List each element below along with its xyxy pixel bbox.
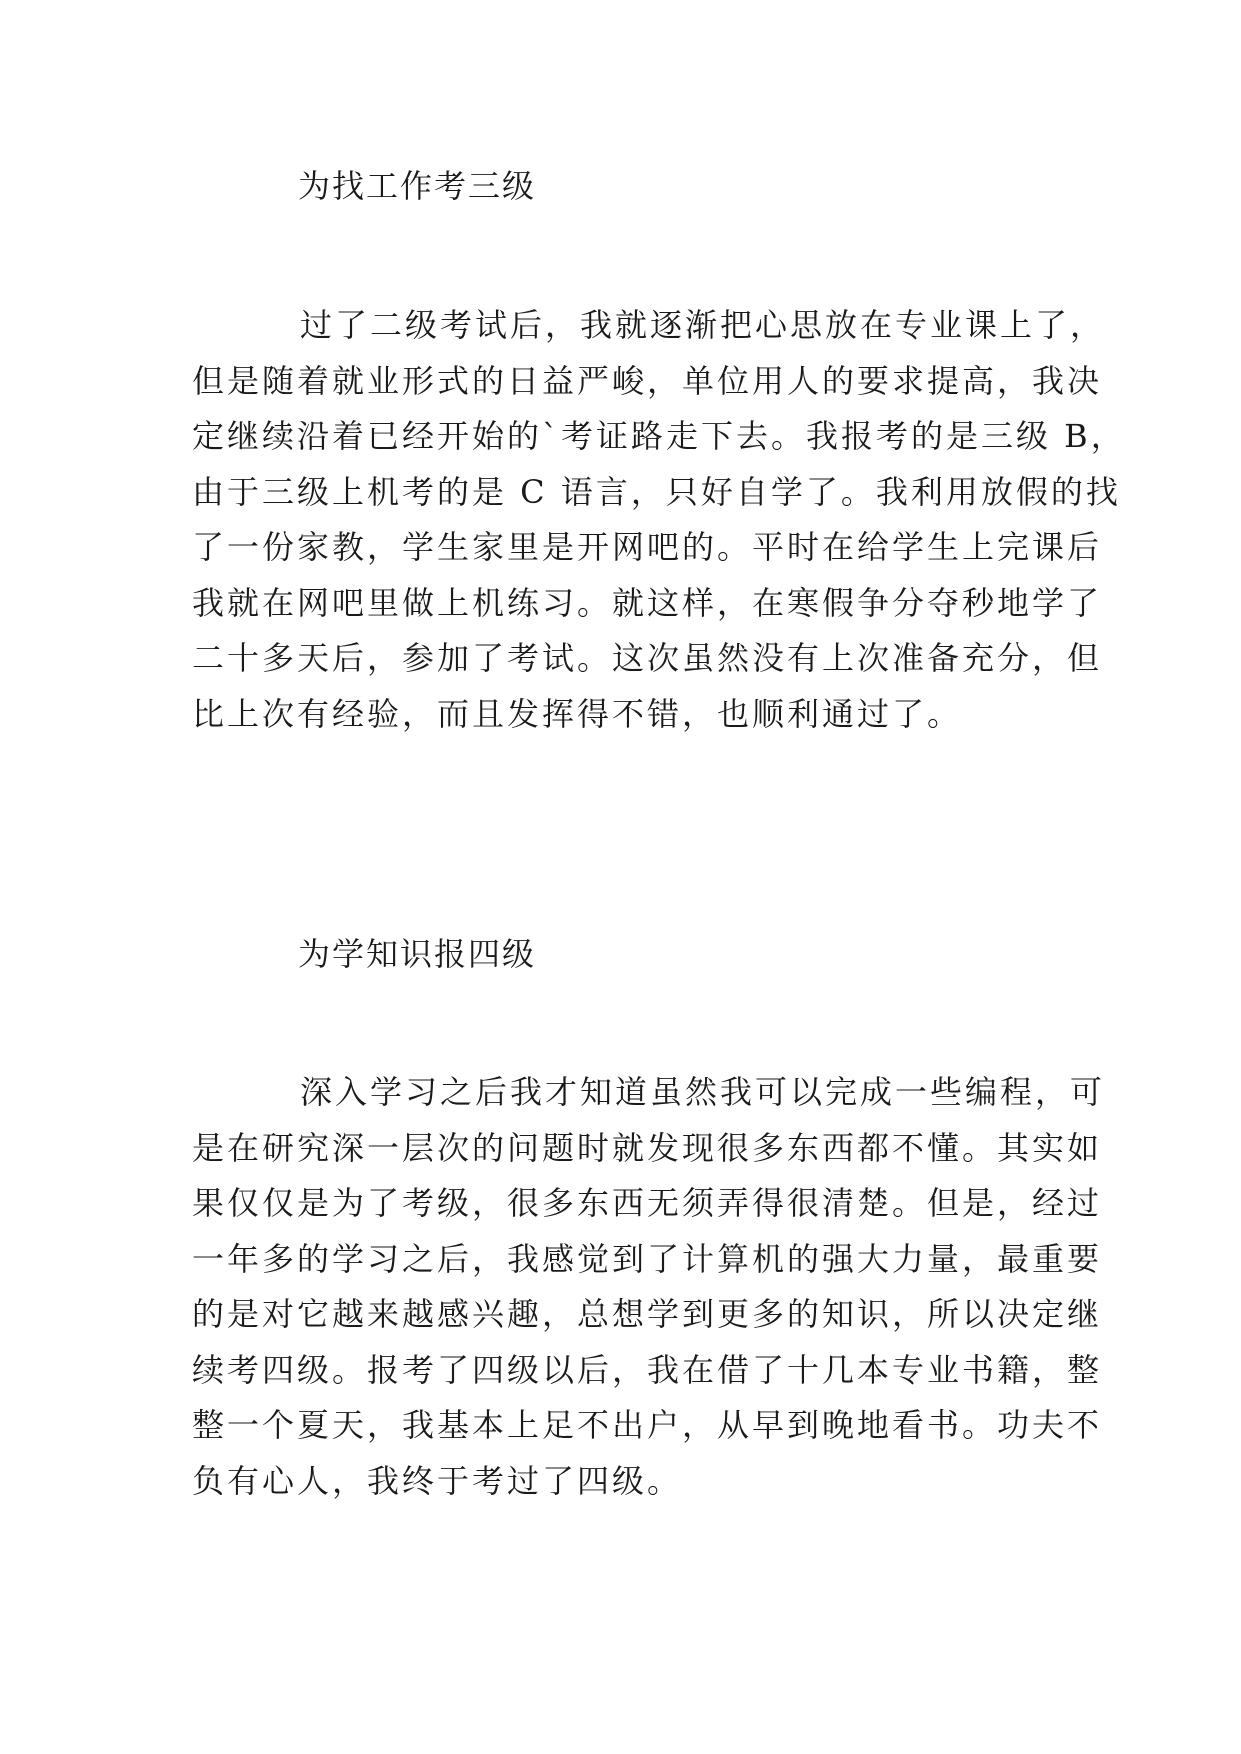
paragraph-line: 二十多天后，参加了考试。这次虽然没有上次准备充分，但 — [192, 639, 1103, 677]
paragraph-line: 一年多的学习之后，我感觉到了计算机的强大力量，最重要 — [192, 1239, 1103, 1278]
section-heading-job: 为找工作考三级 — [298, 167, 537, 205]
paragraph-line: 果仅仅是为了考级，很多东西无须弄得很清楚。但是，经过 — [192, 1184, 1103, 1222]
paragraph-line: 深入学习之后我才知道虽然我可以完成一些编程，可 — [300, 1073, 1106, 1111]
paragraph-line: 由于三级上机考的是 C 语言，只好自学了。我利用放假的找 — [192, 472, 1121, 511]
paragraph-line: 负有心人，我终于考过了四级。 — [192, 1461, 683, 1500]
section-heading-knowledge: 为学知识报四级 — [298, 935, 537, 973]
paragraph-line: 整一个夏天，我基本上足不出户，从早到晚地看书。功夫不 — [192, 1406, 1103, 1444]
paragraph-level-three — [192, 298, 1126, 742]
paragraph-line: 的是对它越来越感兴趣，总想学到更多的知识，所以决定继 — [192, 1295, 1103, 1333]
paragraph-level-four — [192, 1065, 1106, 1509]
paragraph-line: 但是随着就业形式的日益严峻，单位用人的要求提高，我决 — [192, 361, 1103, 400]
paragraph-line: 是在研究深一层次的问题时就发现很多东西都不懂。其实如 — [192, 1128, 1103, 1167]
paragraph-line: 了一份家教，学生家里是开网吧的。平时在给学生上完课后 — [192, 528, 1103, 566]
paragraph-line: 过了二级考试后，我就逐渐把心思放在专业课上了， — [300, 306, 1106, 344]
paragraph-line: 比上次有经验，而且发挥得不错，也顺利通过了。 — [192, 694, 963, 733]
paragraph-line: 定继续沿着已经开始的`考证路走下去。我报考的是三级 B， — [192, 417, 1126, 455]
paragraph-line: 续考四级。报考了四级以后，我在借了十几本专业书籍，整 — [192, 1350, 1103, 1389]
paragraph-line: 我就在网吧里做上机练习。就这样，在寒假争分夺秒地学了 — [192, 583, 1103, 622]
